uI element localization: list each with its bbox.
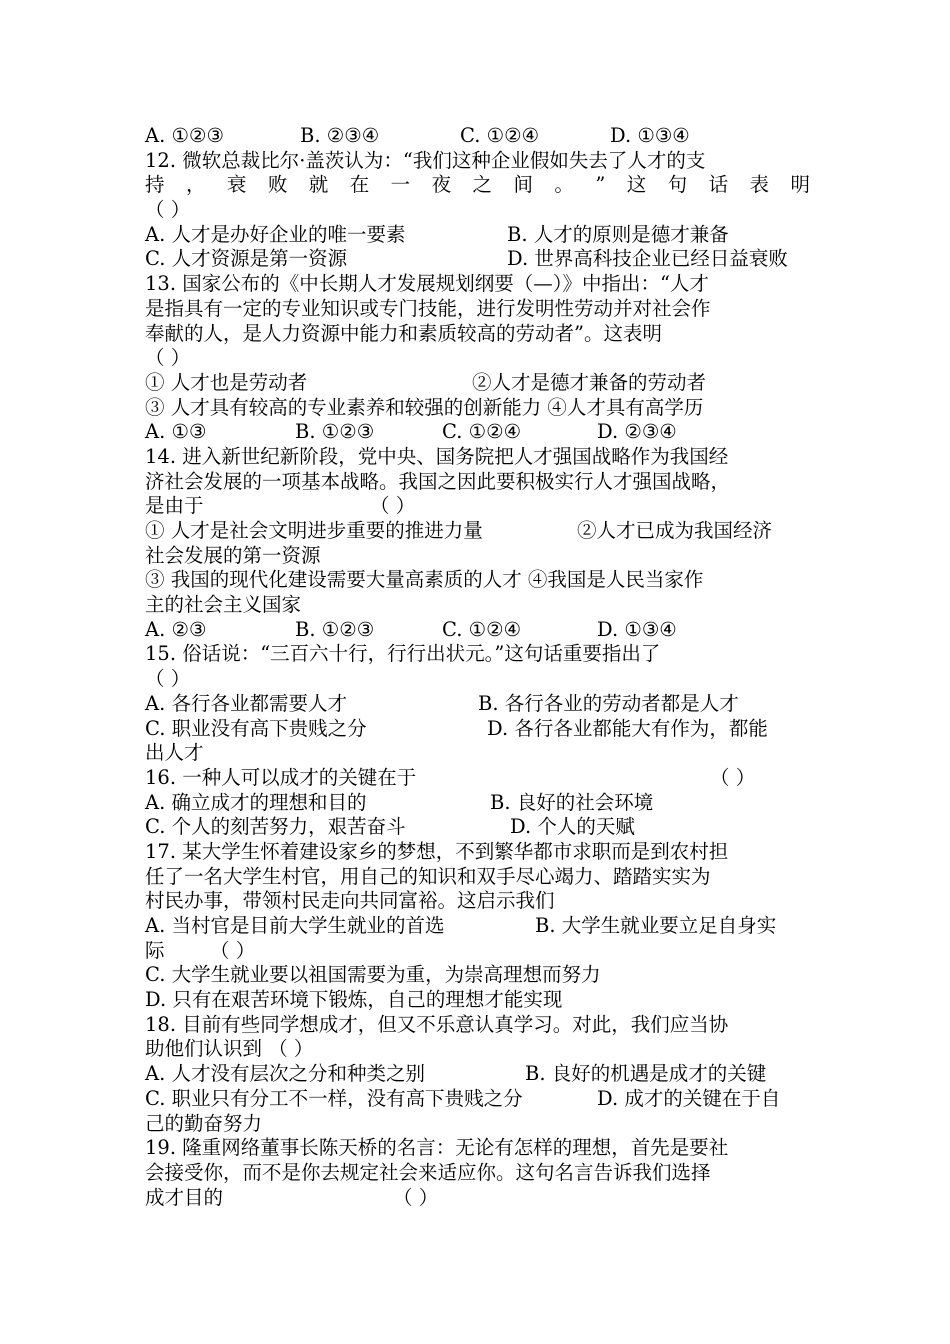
text-segment: 13. 国家公布的《中长期人才发展规划纲要（—）》中指出：“人才 bbox=[145, 272, 709, 296]
text-segment: A. 人才是办好企业的唯一要素 bbox=[145, 222, 406, 246]
text-segment: 会接受你，而不是你去规定社会来适应你。这句名言告诉我们选择 bbox=[145, 1160, 711, 1184]
text-line bbox=[145, 173, 810, 198]
text-segment: A. 人才没有层次之分和种类之别 bbox=[145, 1062, 425, 1086]
text-line bbox=[145, 1013, 810, 1038]
text-line bbox=[145, 667, 810, 692]
text-line bbox=[145, 815, 810, 840]
text-char: 持 bbox=[145, 173, 165, 197]
text-segment: B. 各行各业的劳动者都是人才 bbox=[478, 691, 739, 715]
text-segment: 助他们认识到 （ ） bbox=[145, 1037, 314, 1061]
text-line bbox=[145, 963, 810, 988]
text-char: 间 bbox=[513, 173, 533, 197]
text-char: 句 bbox=[667, 173, 688, 197]
text-char: 就 bbox=[308, 173, 329, 197]
text-char: ” bbox=[595, 173, 606, 197]
text-segment: 成才目的 bbox=[145, 1185, 224, 1209]
text-char: ， bbox=[185, 173, 206, 197]
text-segment: 任了一名大学生村官，用自己的知识和双手尽心竭力、踏踏实实为 bbox=[145, 864, 711, 888]
text-segment: 社会发展的第一资源 bbox=[145, 543, 321, 567]
text-line bbox=[145, 149, 810, 174]
text-segment: D. ①③④ bbox=[610, 124, 690, 147]
text-segment: 际 bbox=[145, 938, 165, 962]
text-line bbox=[145, 247, 810, 272]
text-line bbox=[145, 519, 810, 544]
text-segment: 19. 隆重网络董事长陈天桥的名言：无论有怎样的理想，首先是要社 bbox=[145, 1136, 729, 1160]
text-segment: 是指具有一定的专业知识或专门技能，进行发明性劳动并对社会作 bbox=[145, 296, 711, 320]
text-segment: 主的社会主义国家 bbox=[145, 593, 302, 617]
text-segment: D. ②③④ bbox=[597, 420, 677, 444]
text-line bbox=[145, 840, 810, 865]
text-segment: D. 只有在艰苦环境下锻炼，自己的理想才能实现 bbox=[145, 988, 563, 1012]
text-segment: ③ 人才具有较高的专业素养和较强的创新能力 ④人才具有高学历 bbox=[145, 395, 704, 419]
text-segment: 出人才 bbox=[145, 741, 204, 765]
text-segment: ②人才已成为我国经济 bbox=[577, 519, 773, 542]
text-line bbox=[145, 692, 810, 717]
text-line bbox=[145, 396, 810, 421]
text-segment: （ ） bbox=[210, 938, 256, 962]
text-segment: A. ②③ bbox=[145, 617, 207, 641]
text-segment: B. ②③④ bbox=[300, 124, 380, 147]
text-char: 败 bbox=[267, 173, 288, 197]
text-segment: 奉献的人，是人力资源中能力和素质较高的劳动者”。这表明 bbox=[145, 321, 662, 345]
text-segment: 17. 某大学生怀着建设家乡的梦想，不到繁华都市求职而是到农村担 bbox=[145, 839, 729, 863]
text-segment: A. 当村官是目前大学生就业的首选 bbox=[145, 914, 445, 937]
text-char: 话 bbox=[708, 173, 729, 197]
text-line bbox=[145, 642, 810, 667]
text-segment: 济社会发展的一项基本战略。我国之因此要积极实行人才强国战略， bbox=[145, 469, 731, 493]
text-segment: B. 人才的原则是德才兼备 bbox=[507, 222, 729, 246]
text-segment: D. 成才的关键在于自 bbox=[597, 1086, 781, 1110]
text-segment: 己的勤奋努力 bbox=[145, 1111, 263, 1135]
text-segment: B. ①②③ bbox=[295, 420, 375, 444]
text-line bbox=[145, 1112, 810, 1137]
text-line bbox=[145, 865, 810, 890]
text-line bbox=[145, 1161, 810, 1186]
text-char: 在 bbox=[349, 173, 370, 197]
text-segment: C. 个人的刻苦努力，艰苦奋斗 bbox=[145, 815, 406, 839]
text-segment: （ ） bbox=[145, 198, 191, 222]
text-segment: D. 个人的天赋 bbox=[510, 815, 635, 839]
text-line bbox=[145, 568, 810, 593]
text-line bbox=[145, 322, 810, 347]
text-line bbox=[145, 470, 810, 495]
text-char: 一 bbox=[390, 173, 411, 197]
text-segment: 14. 进入新世纪新阶段，党中央、国务院把人才强国战略作为我国经 bbox=[145, 444, 729, 468]
text-line bbox=[145, 766, 810, 791]
text-line bbox=[145, 198, 810, 223]
text-segment: （ ） bbox=[145, 667, 191, 691]
text-char: 夜 bbox=[431, 173, 452, 197]
text-segment: C. 大学生就业要以祖国需要为重，为崇高理想而努力 bbox=[145, 963, 601, 987]
text-segment: ②人才是德才兼备的劳动者 bbox=[472, 370, 707, 394]
text-char: 。 bbox=[554, 173, 574, 197]
text-line bbox=[145, 445, 810, 470]
text-segment: （ ） bbox=[393, 1185, 439, 1209]
text-line bbox=[145, 297, 810, 322]
text-segment: 12. 微软总裁比尔·盖茨认为：“我们这种企业假如失去了人才的支 bbox=[145, 148, 706, 172]
text-line bbox=[145, 1186, 810, 1211]
text-line bbox=[145, 420, 810, 445]
text-char: 衰 bbox=[226, 173, 247, 197]
text-segment: 18. 目前有些同学想成才，但又不乐意认真学习。对此，我们应当协 bbox=[145, 1012, 729, 1036]
text-segment: D. ①③④ bbox=[597, 617, 677, 641]
text-segment: C. ①②④ bbox=[442, 420, 522, 444]
text-line bbox=[145, 593, 810, 618]
text-line bbox=[145, 272, 810, 297]
text-segment: A. ①③ bbox=[145, 420, 207, 444]
text-line bbox=[145, 791, 810, 816]
text-segment: A. 各行各业都需要人才 bbox=[145, 691, 347, 715]
text-char: 明 bbox=[790, 173, 810, 197]
text-segment: D. 各行各业都能大有作为，都能 bbox=[487, 716, 768, 740]
text-line bbox=[145, 717, 810, 742]
text-line bbox=[145, 223, 810, 248]
text-char: 表 bbox=[749, 173, 770, 197]
text-line bbox=[145, 988, 810, 1013]
text-char: 之 bbox=[472, 173, 493, 197]
text-segment: B. 良好的社会环境 bbox=[490, 790, 654, 814]
text-segment: 15. 俗话说：“三百六十行，行行出状元。”这句话重要指出了 bbox=[145, 642, 661, 666]
text-line bbox=[145, 494, 810, 519]
text-line bbox=[145, 124, 810, 149]
text-line bbox=[145, 939, 810, 964]
text-segment: B. 大学生就业要立足自身实 bbox=[535, 914, 777, 937]
text-segment: ① 人才也是劳动者 bbox=[145, 370, 308, 394]
text-segment: B. ①②③ bbox=[295, 617, 375, 641]
text-segment: （ ） bbox=[370, 494, 416, 518]
text-segment: ③ 我国的现代化建设需要大量高素质的人才 ④我国是人民当家作 bbox=[145, 568, 704, 592]
text-segment: A. 确立成才的理想和目的 bbox=[145, 790, 367, 814]
text-line bbox=[145, 1062, 810, 1087]
text-segment: A. ①②③ bbox=[145, 124, 224, 147]
text-line bbox=[145, 346, 810, 371]
text-line bbox=[145, 741, 810, 766]
text-line bbox=[145, 371, 810, 396]
text-segment: （ ） bbox=[145, 346, 191, 370]
text-segment: B. 良好的机遇是成才的关键 bbox=[525, 1062, 767, 1086]
text-segment: C. ①②④ bbox=[442, 617, 522, 641]
text-segment: C. 职业没有高下贵贱之分 bbox=[145, 716, 367, 740]
text-char: 这 bbox=[626, 173, 647, 197]
text-line bbox=[145, 889, 810, 914]
text-segment: D. 世界高科技企业已经日益衰败 bbox=[507, 247, 788, 271]
text-line bbox=[145, 1037, 810, 1062]
text-line bbox=[145, 1087, 810, 1112]
text-line bbox=[145, 544, 810, 569]
text-line bbox=[145, 618, 810, 643]
text-segment: 村民办事，带领村民走向共同富裕。这启示我们 bbox=[145, 889, 555, 913]
text-line bbox=[145, 914, 810, 939]
text-segment: （ ） bbox=[710, 765, 756, 789]
text-line bbox=[145, 1136, 810, 1161]
text-segment: C. ①②④ bbox=[460, 124, 540, 147]
text-segment: ① 人才是社会文明进步重要的推进力量 bbox=[145, 519, 483, 542]
text-segment: C. 人才资源是第一资源 bbox=[145, 247, 348, 271]
text-segment: C. 职业只有分工不一样，没有高下贵贱之分 bbox=[145, 1086, 523, 1110]
text-segment: 16. 一种人可以成才的关键在于 bbox=[145, 765, 417, 789]
text-segment: 是由于 bbox=[145, 494, 204, 518]
document-page bbox=[145, 124, 810, 1210]
